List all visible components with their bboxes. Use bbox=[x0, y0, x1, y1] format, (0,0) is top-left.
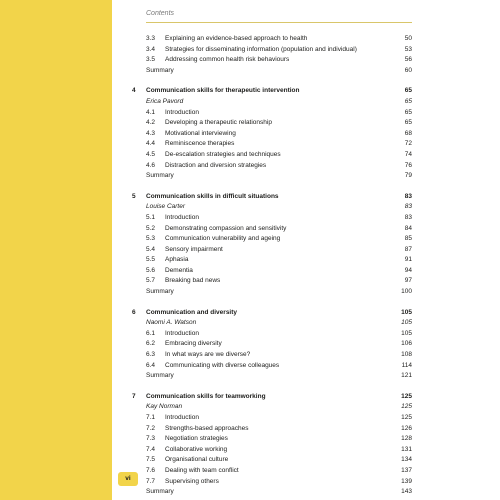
entry-title: Aphasia bbox=[165, 256, 189, 264]
entry-title: Explaining an evidence-based approach to health bbox=[165, 35, 308, 42]
chapter-author[interactable] bbox=[146, 318, 412, 329]
author-name: Erica Pavord bbox=[146, 97, 184, 105]
section-entry[interactable] bbox=[146, 108, 412, 119]
entry-number: 5.7 bbox=[146, 277, 156, 285]
running-head: Contents bbox=[146, 10, 175, 17]
entry-title: Addressing common health risk behaviours bbox=[165, 56, 290, 64]
entry-title: Supervising others bbox=[165, 477, 219, 485]
entry-title: Communication skills for teamworking bbox=[146, 392, 266, 400]
entry-page-number: 91 bbox=[404, 256, 412, 264]
entry-number: 5.3 bbox=[146, 235, 156, 243]
entry-title: Communicating with diverse colleagues bbox=[165, 361, 280, 369]
entry-page-number: 106 bbox=[401, 340, 412, 348]
entry-number: 4.6 bbox=[146, 161, 156, 169]
section-entry[interactable] bbox=[146, 445, 412, 456]
entry-page-number: 97 bbox=[404, 277, 412, 285]
header-rule bbox=[146, 22, 412, 23]
chapter-spacer bbox=[146, 182, 412, 192]
page-number-badge: vi bbox=[118, 472, 138, 486]
entry-title: Developing a therapeutic relationship bbox=[165, 119, 272, 127]
entry-title: Embracing diversity bbox=[165, 340, 222, 348]
section-entry[interactable] bbox=[146, 477, 412, 488]
entry-title: Motivational interviewing bbox=[165, 129, 236, 137]
chapter-heading[interactable] bbox=[132, 308, 412, 319]
chapter-heading[interactable] bbox=[132, 86, 412, 97]
chapter-author[interactable] bbox=[146, 402, 412, 413]
author-name: Naomi A. Watson bbox=[146, 319, 197, 327]
entry-number: 7.1 bbox=[146, 414, 156, 421]
chapter-spacer bbox=[146, 298, 412, 308]
entry-page-number: 53 bbox=[404, 45, 412, 53]
contents-page bbox=[112, 0, 500, 500]
entry-page-number: 79 bbox=[404, 172, 412, 180]
summary-entry[interactable] bbox=[146, 287, 412, 298]
entry-page-number: 105 bbox=[401, 329, 412, 337]
section-entry[interactable] bbox=[146, 434, 412, 445]
entry-title: Summary bbox=[146, 288, 174, 296]
entry-number: 5.6 bbox=[146, 266, 156, 274]
section-entry[interactable] bbox=[146, 455, 412, 466]
entry-number: 5.1 bbox=[146, 213, 156, 221]
section-entry[interactable] bbox=[146, 350, 412, 361]
section-entry[interactable] bbox=[146, 361, 412, 372]
entry-title: Dealing with team conflict bbox=[165, 466, 239, 474]
entry-page-number: 50 bbox=[404, 35, 412, 42]
section-entry[interactable] bbox=[146, 139, 412, 150]
entry-number: 7.3 bbox=[146, 435, 156, 443]
entry-title: Introduction bbox=[165, 414, 199, 421]
entry-page-number: 83 bbox=[404, 192, 412, 200]
entry-title: Communication vulnerability and ageing bbox=[165, 235, 281, 243]
entry-title: Demonstrating compassion and sensitivity bbox=[165, 224, 287, 232]
entry-page-number: 121 bbox=[401, 372, 412, 380]
section-entry[interactable] bbox=[146, 255, 412, 266]
entry-title: Breaking bad news bbox=[165, 277, 221, 285]
chapter-author[interactable] bbox=[146, 97, 412, 108]
entry-number: 6 bbox=[132, 308, 136, 316]
entry-page-number: 100 bbox=[401, 288, 412, 296]
entry-number: 4.4 bbox=[146, 140, 156, 148]
section-entry[interactable] bbox=[146, 234, 412, 245]
entry-page-number: 74 bbox=[404, 150, 412, 158]
entry-page-number: 60 bbox=[404, 66, 412, 74]
entry-page-number: 56 bbox=[404, 56, 412, 64]
chapter-heading[interactable] bbox=[132, 192, 412, 203]
author-page-number: 105 bbox=[401, 319, 412, 327]
summary-entry[interactable] bbox=[146, 171, 412, 182]
chapter-heading[interactable] bbox=[132, 392, 412, 403]
entry-number: 4.3 bbox=[146, 129, 156, 137]
section-entry[interactable] bbox=[146, 266, 412, 277]
entry-title: Introduction bbox=[165, 329, 199, 337]
author-page-number: 125 bbox=[401, 403, 412, 411]
entry-page-number: 134 bbox=[401, 456, 412, 464]
section-entry[interactable] bbox=[146, 224, 412, 235]
entry-title: Sensory impairment bbox=[165, 245, 223, 253]
author-name: Louise Carter bbox=[146, 203, 186, 211]
section-entry[interactable] bbox=[146, 329, 412, 340]
entry-title: Collaborative working bbox=[165, 445, 228, 453]
entry-title: Introduction bbox=[165, 108, 199, 116]
chapter-spacer bbox=[146, 76, 412, 86]
section-entry[interactable] bbox=[146, 339, 412, 350]
entry-title: Dementia bbox=[165, 266, 193, 274]
entry-title: Communication and diversity bbox=[146, 308, 238, 316]
entry-title: Communication skills for therapeutic intervention bbox=[146, 87, 300, 95]
entry-number: 6.3 bbox=[146, 351, 156, 359]
entry-number: 5.5 bbox=[146, 256, 156, 264]
section-entry[interactable] bbox=[146, 34, 412, 45]
entry-title: Summary bbox=[146, 372, 174, 380]
entry-number: 3.5 bbox=[146, 56, 156, 64]
section-entry[interactable] bbox=[146, 245, 412, 256]
entry-page-number: 108 bbox=[401, 351, 412, 359]
entry-number: 5 bbox=[132, 192, 136, 200]
chapter-spacer bbox=[146, 382, 412, 392]
entry-title: Strategies for disseminating information (population and individual) bbox=[165, 45, 357, 53]
entry-number: 5.2 bbox=[146, 224, 156, 232]
entry-page-number: 128 bbox=[401, 435, 412, 443]
entry-number: 7.7 bbox=[146, 477, 156, 485]
entry-number: 3.4 bbox=[146, 45, 156, 53]
entry-page-number: 114 bbox=[401, 361, 412, 369]
entry-number: 7 bbox=[132, 392, 136, 400]
author-page-number: 65 bbox=[404, 97, 412, 105]
entry-page-number: 72 bbox=[404, 140, 412, 148]
entry-page-number: 83 bbox=[404, 213, 412, 221]
summary-entry[interactable] bbox=[146, 487, 412, 498]
entry-page-number: 126 bbox=[401, 424, 412, 432]
entry-title: Introduction bbox=[165, 213, 199, 221]
entry-title: Negotiation strategies bbox=[165, 435, 228, 443]
entry-page-number: 85 bbox=[404, 235, 412, 243]
entry-number: 7.5 bbox=[146, 456, 156, 464]
entry-number: 5.4 bbox=[146, 245, 156, 253]
section-entry[interactable] bbox=[146, 129, 412, 140]
entry-page-number: 68 bbox=[404, 129, 412, 137]
entry-number: 4 bbox=[132, 87, 136, 95]
entry-page-number: 65 bbox=[404, 119, 412, 127]
entry-page-number: 76 bbox=[404, 161, 412, 169]
entry-title: Summary bbox=[146, 66, 174, 74]
entry-title: Strengths-based approaches bbox=[165, 424, 249, 432]
summary-entry[interactable] bbox=[146, 66, 412, 77]
section-entry[interactable] bbox=[146, 55, 412, 66]
entry-number: 6.4 bbox=[146, 361, 156, 369]
section-entry[interactable] bbox=[146, 45, 412, 56]
entry-page-number: 65 bbox=[404, 87, 412, 95]
entry-title: Communication skills in difficult situations bbox=[146, 192, 279, 200]
entry-page-number: 87 bbox=[404, 245, 412, 253]
section-entry[interactable] bbox=[146, 118, 412, 129]
table-of-contents bbox=[132, 34, 412, 498]
entry-page-number: 94 bbox=[404, 266, 412, 274]
entry-title: Reminiscence therapies bbox=[165, 140, 235, 148]
entry-title: Summary bbox=[146, 172, 174, 180]
entry-page-number: 84 bbox=[404, 224, 412, 232]
entry-page-number: 105 bbox=[401, 308, 412, 316]
section-entry[interactable] bbox=[146, 213, 412, 224]
author-page-number: 83 bbox=[404, 203, 412, 211]
entry-number: 3.3 bbox=[146, 35, 156, 42]
section-entry[interactable] bbox=[146, 413, 412, 424]
section-entry[interactable] bbox=[146, 424, 412, 435]
entry-page-number: 131 bbox=[401, 445, 412, 453]
summary-entry[interactable] bbox=[146, 371, 412, 382]
section-entry[interactable] bbox=[146, 466, 412, 477]
entry-number: 7.6 bbox=[146, 466, 156, 474]
entry-number: 7.4 bbox=[146, 445, 156, 453]
entry-page-number: 143 bbox=[401, 488, 412, 496]
entry-page-number: 65 bbox=[404, 108, 412, 116]
section-entry[interactable] bbox=[146, 276, 412, 287]
entry-title: De-escalation strategies and techniques bbox=[165, 150, 281, 158]
entry-title: Organisational culture bbox=[165, 456, 229, 464]
entry-number: 6.2 bbox=[146, 340, 156, 348]
entry-number: 6.1 bbox=[146, 329, 156, 337]
yellow-margin-band bbox=[0, 0, 112, 500]
entry-page-number: 137 bbox=[401, 466, 412, 474]
entry-title: Distraction and diversion strategies bbox=[165, 161, 267, 169]
chapter-author[interactable] bbox=[146, 202, 412, 213]
section-entry[interactable] bbox=[146, 161, 412, 172]
entry-page-number: 139 bbox=[401, 477, 412, 485]
entry-title: Summary bbox=[146, 488, 174, 496]
entry-page-number: 125 bbox=[401, 392, 412, 400]
entry-title: In what ways are we diverse? bbox=[165, 351, 251, 359]
entry-number: 4.5 bbox=[146, 150, 156, 158]
entry-number: 4.2 bbox=[146, 119, 156, 127]
entry-page-number: 125 bbox=[401, 414, 412, 421]
author-name: Kay Norman bbox=[146, 403, 183, 411]
entry-number: 4.1 bbox=[146, 108, 156, 116]
entry-number: 7.2 bbox=[146, 424, 156, 432]
section-entry[interactable] bbox=[146, 150, 412, 161]
